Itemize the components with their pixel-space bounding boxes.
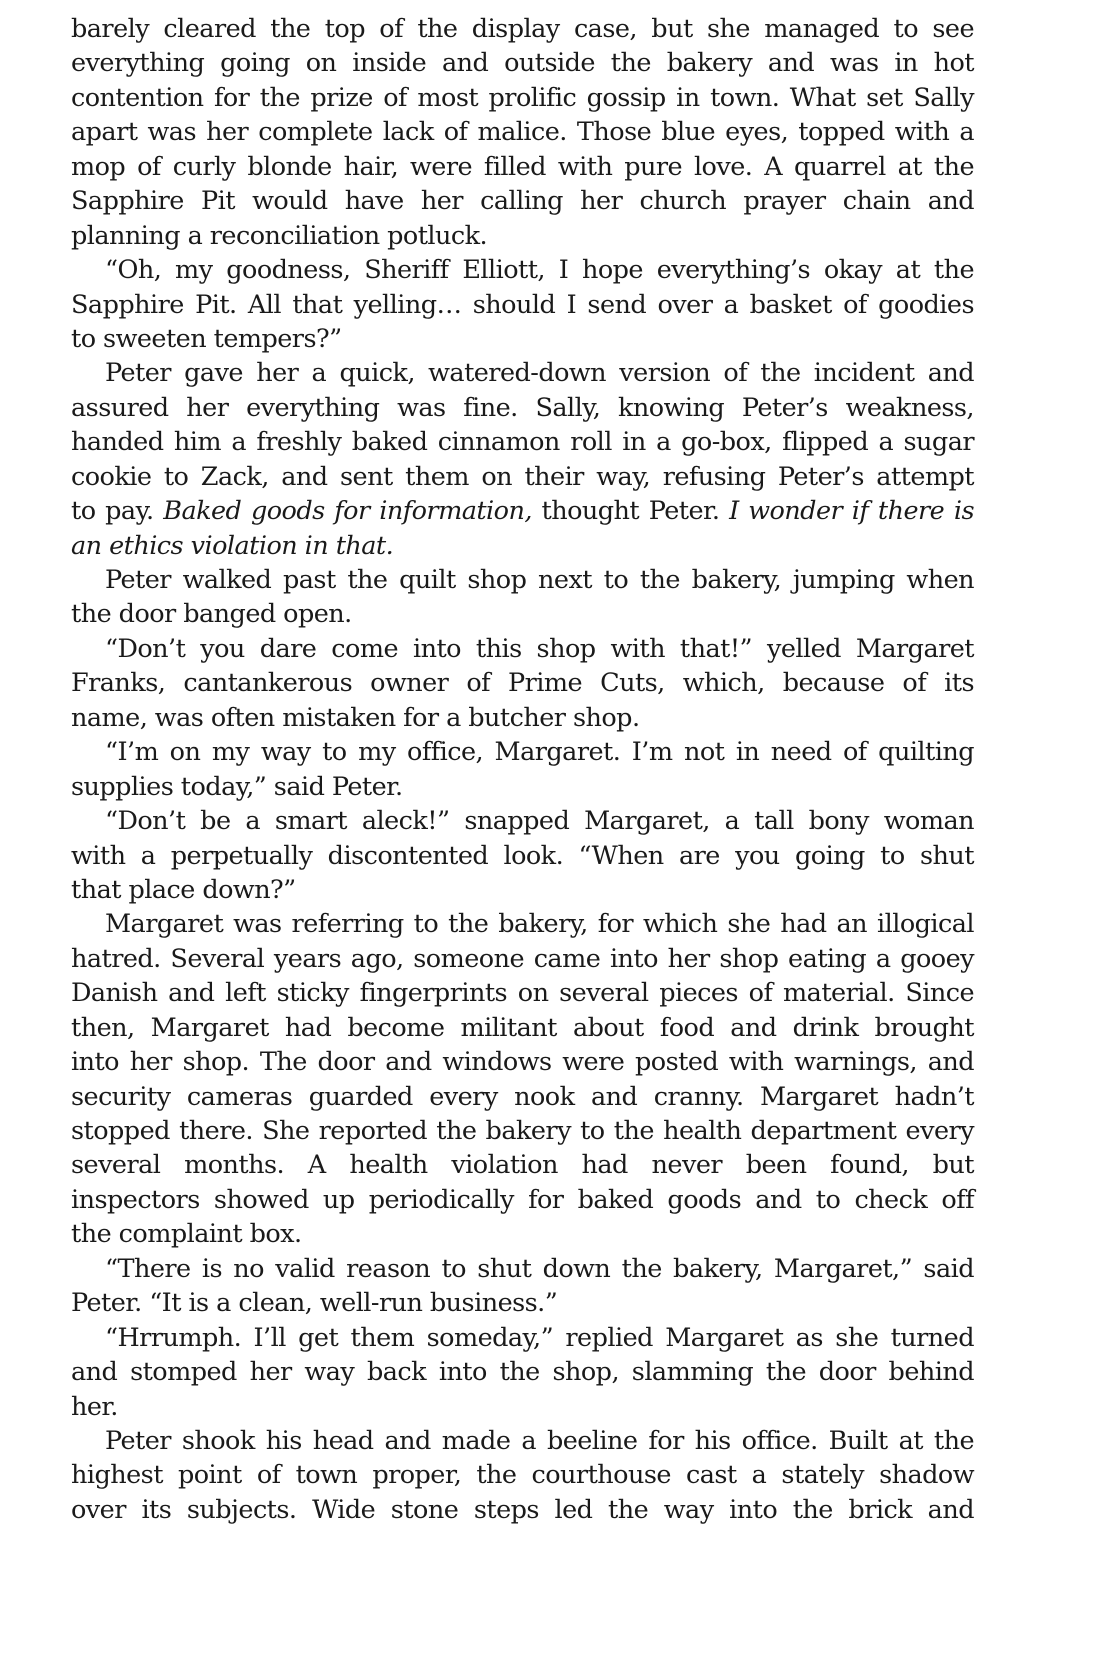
text-line: [71, 115, 974, 149]
text-line: [71, 770, 974, 804]
text-run: to pay.: [71, 496, 164, 527]
text-run: Margaret was referring to the bakery, for which she had an illogical: [105, 909, 974, 940]
text-line: [71, 1286, 974, 1320]
text-line: [71, 1183, 974, 1217]
text-line: [71, 46, 974, 80]
text-run: and stomped her way back into the shop, slamming the door behind: [71, 1357, 974, 1388]
text-line: [71, 632, 974, 666]
text-line: [71, 1080, 974, 1114]
text-line: [71, 425, 974, 459]
paragraph: [71, 804, 974, 907]
text-line: [71, 356, 974, 390]
text-run: the door banged open.: [71, 599, 352, 630]
text-line: [71, 735, 974, 769]
text-run: cookie to Zack, and sent them on their way, refusing Peter’s attempt: [71, 461, 974, 492]
text-line: [71, 184, 974, 218]
text-run: supplies today,” said Peter.: [71, 771, 403, 802]
text-run: inspectors showed up periodically for baked goods and to check off: [71, 1184, 974, 1215]
text-line: [71, 804, 974, 838]
text-line: [71, 1321, 974, 1355]
text-run: security cameras guarded every nook and cranny. Margaret hadn’t: [71, 1081, 974, 1112]
text-line: [71, 12, 974, 46]
text-run: then, Margaret had become militant about food and drink brought: [71, 1012, 974, 1043]
paragraph: [71, 1321, 974, 1424]
text-line: [71, 1424, 974, 1458]
text-line: [71, 494, 974, 528]
paragraph: [71, 1424, 974, 1527]
text-run: “Hrrumph. I’ll get them someday,” replied Margaret as she turned: [105, 1322, 974, 1353]
text-run: Sapphire Pit would have her calling her church prayer chain and: [71, 186, 974, 217]
paragraph: [71, 253, 974, 356]
text-run: with a perpetually discontented look. “When are you going to shut: [71, 840, 974, 871]
text-run: planning a reconciliation potluck.: [71, 220, 488, 251]
text-run: into her shop. The door and windows were posted with warnings, and: [71, 1047, 974, 1078]
text-run: everything going on inside and outside the bakery and was in hot: [71, 48, 974, 79]
text-run: Peter gave her a quick, watered-down version of the incident and: [105, 358, 974, 389]
italic-text: an ethics violation in that.: [71, 530, 394, 561]
text-run: Danish and left sticky fingerprints on several pieces of material. Since: [71, 978, 974, 1009]
text-line: [71, 701, 974, 735]
text-run: the complaint box.: [71, 1219, 302, 1250]
text-line: [71, 1217, 974, 1251]
text-line: [71, 666, 974, 700]
paragraph: [71, 632, 974, 735]
text-line: [71, 597, 974, 631]
text-line: [71, 1011, 974, 1045]
text-run: “I’m on my way to my office, Margaret. I’m not in need of quilting: [105, 737, 974, 768]
text-line: [71, 391, 974, 425]
text-run: Sapphire Pit. All that yelling… should I send over a basket of goodies: [71, 289, 974, 320]
text-run: barely cleared the top of the display case, but she managed to see: [71, 14, 974, 44]
paragraph: [71, 1252, 974, 1321]
text-line: [71, 253, 974, 287]
paragraph: [71, 12, 974, 253]
text-run: handed him a freshly baked cinnamon roll in a go-box, flipped a sugar: [71, 427, 974, 458]
text-run: “Don’t you dare come into this shop with that!” yelled Margaret: [105, 633, 974, 664]
text-line: [71, 288, 974, 322]
text-run: thought Peter.: [531, 496, 730, 527]
text-line: [71, 1045, 974, 1079]
text-run: Franks, cantankerous owner of Prime Cuts, which, because of its: [71, 668, 974, 699]
text-run: highest point of town proper, the courthouse cast a stately shadow: [71, 1460, 974, 1491]
text-line: [71, 563, 974, 597]
text-line: [71, 1355, 974, 1389]
paragraph: [71, 356, 974, 563]
text-run: to sweeten tempers?”: [71, 323, 342, 354]
italic-text: Baked goods for information,: [163, 496, 532, 527]
text-line: [71, 460, 974, 494]
text-line: [71, 1252, 974, 1286]
text-run: that place down?”: [71, 874, 296, 905]
text-run: contention for the prize of most prolific gossip in town. What set Sally: [71, 82, 974, 113]
text-run: Peter shook his head and made a beeline for his office. Built at the: [105, 1425, 974, 1456]
paragraph: [71, 907, 974, 1251]
text-line: [71, 1114, 974, 1148]
paragraph: [71, 735, 974, 804]
text-line: [71, 1493, 974, 1527]
text-run: her.: [71, 1391, 118, 1422]
text-line: [71, 907, 974, 941]
text-line: [71, 1390, 974, 1424]
text-run: several months. A health violation had never been found, but: [71, 1150, 974, 1181]
italic-text: I wonder if there is: [729, 496, 974, 527]
text-line: [71, 1458, 974, 1492]
text-line: [71, 942, 974, 976]
text-run: stopped there. She reported the bakery to the health department every: [71, 1116, 974, 1146]
text-line: [71, 81, 974, 115]
text-run: Peter. “It is a clean, well-run business.”: [71, 1288, 558, 1319]
text-run: “Don’t be a smart aleck!” snapped Margaret, a tall bony woman: [105, 806, 974, 837]
text-line: [71, 839, 974, 873]
text-run: hatred. Several years ago, someone came into her shop eating a gooey: [71, 943, 974, 974]
text-run: name, was often mistaken for a butcher shop.: [71, 702, 640, 733]
text-line: [71, 976, 974, 1010]
text-run: Peter walked past the quilt shop next to the bakery, jumping when: [105, 565, 974, 595]
text-line: [71, 1148, 974, 1182]
text-line: [71, 150, 974, 184]
text-run: mop of curly blonde hair, were filled with pure love. A quarrel at the: [71, 151, 974, 182]
text-run: “Oh, my goodness, Sheriff Elliott, I hope everything’s okay at the: [105, 255, 974, 286]
text-run: “There is no valid reason to shut down the bakery, Margaret,” said: [105, 1253, 974, 1284]
text-run: over its subjects. Wide stone steps led the way into the brick and: [71, 1494, 974, 1525]
text-line: [71, 529, 974, 563]
text-line: [71, 322, 974, 356]
book-page: [71, 12, 974, 1527]
text-run: assured her everything was fine. Sally, knowing Peter’s weakness,: [71, 392, 974, 423]
paragraph: [71, 563, 974, 632]
text-line: [71, 873, 974, 907]
text-line: [71, 219, 974, 253]
text-run: apart was her complete lack of malice. Those blue eyes, topped with a: [71, 117, 974, 148]
